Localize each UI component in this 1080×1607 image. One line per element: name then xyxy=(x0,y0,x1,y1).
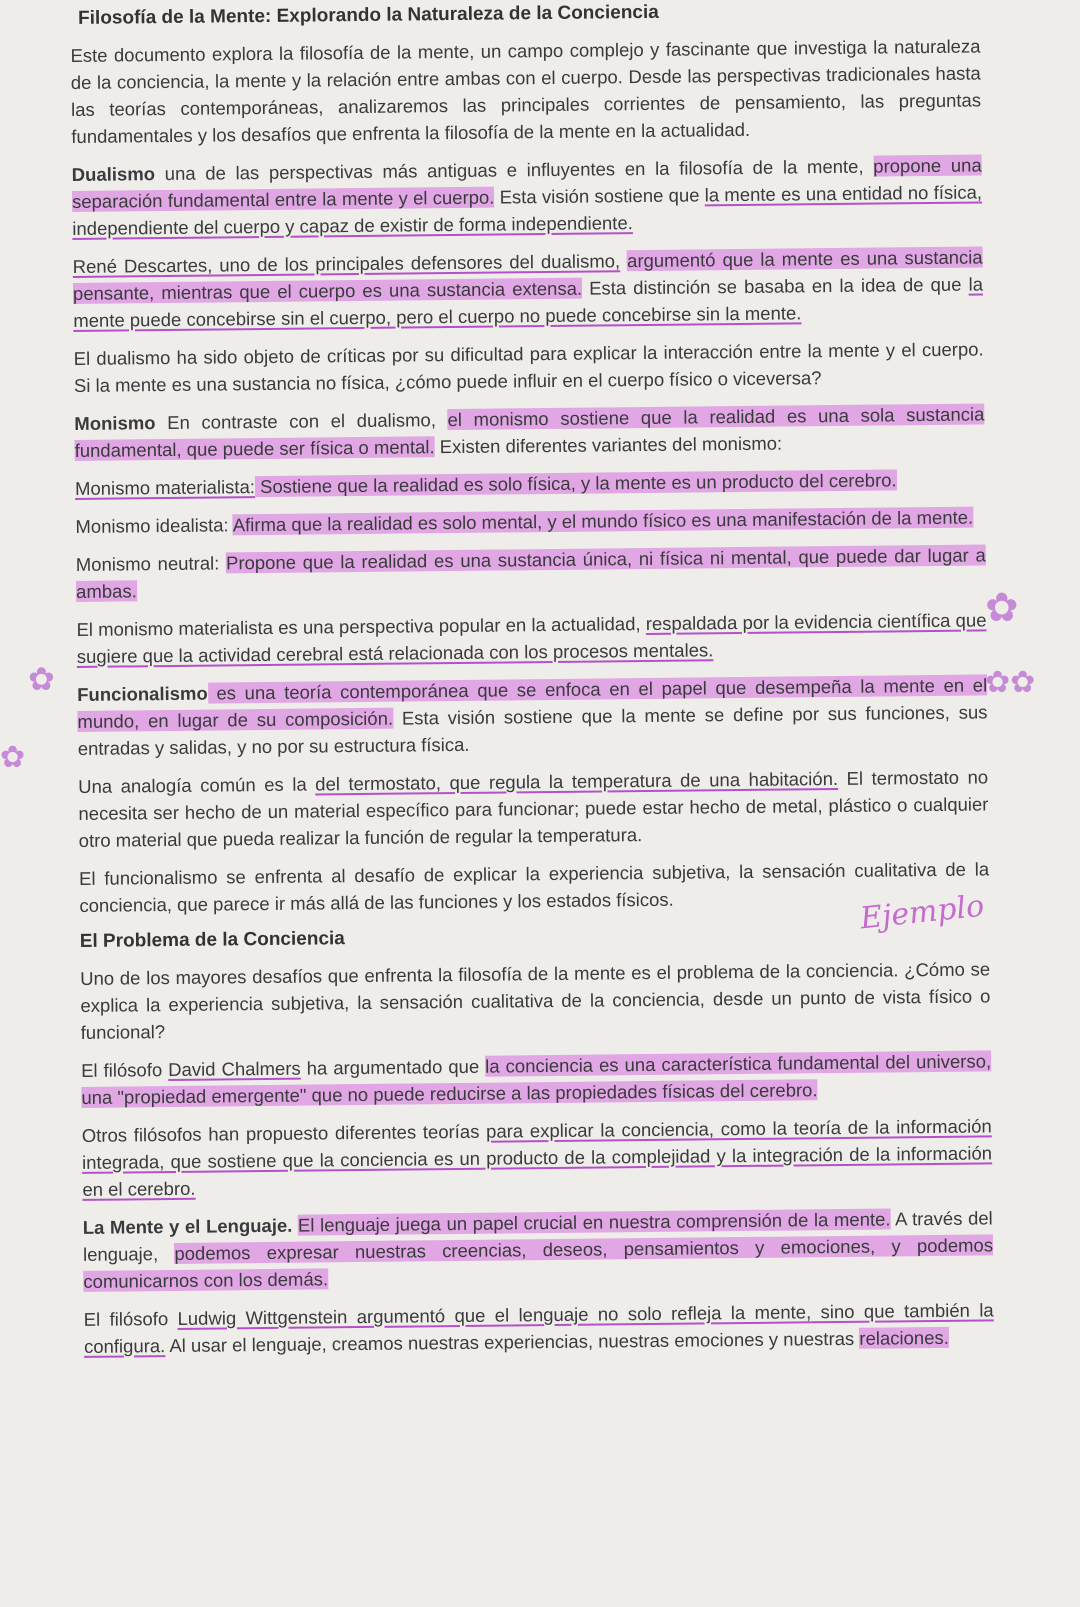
underlined-text: David Chalmers xyxy=(168,1057,301,1081)
paragraph xyxy=(72,151,983,242)
flower-doodle-icon: ✿ xyxy=(28,661,55,697)
handwritten-note: Ejemplo xyxy=(858,888,986,937)
paragraph xyxy=(75,465,985,502)
highlighted-text: propone una separación fundamental entre la mente y el cuerpo. xyxy=(71,154,982,212)
paragraph xyxy=(76,541,987,605)
underlined-text: René Descartes, uno de los principales defensores del dualismo, xyxy=(72,250,621,277)
text-segment: Una analogía común es la xyxy=(78,773,316,797)
paragraph xyxy=(75,503,985,540)
highlighted-text: Propone que la realidad es una sustancia única, ni física ni mental, que puede dar lugar a ambas. xyxy=(76,544,986,602)
text-segment: Monismo idealista: xyxy=(75,514,233,537)
text-segment: El funcionalismo se enfrenta al desafío de explicar la experiencia subjetiva, la sensación cualitativa de la conciencia, que parece ir más allá de las funciones y los estados físicos. xyxy=(79,858,990,916)
highlighted-text: es una teoría contemporánea que se enfoca en el papel que desempeña la mente en el mundo, en lugar de su composición. xyxy=(77,674,988,732)
underlined-text: respaldada por la evidencia científica que sugiere que la actividad cerebral está relacionada con los procesos mentales. xyxy=(76,609,987,667)
paragraph xyxy=(77,671,988,762)
text-segment: El Problema de la Conciencia xyxy=(79,928,345,952)
paragraph xyxy=(80,955,991,1046)
text-segment: El termostato no necesita ser hecho de un material específico para funcionar; puede estar hecho de metal, plástico o cualquier otro material que pueda realizar la función de regular la temperatura. xyxy=(78,766,989,851)
highlighted-text: la conciencia es una característica fundamental del universo, una "propiedad emergente" que no puede reducirse a las propiedades físicas del cerebro. xyxy=(81,1050,992,1108)
text-segment: Otros filósofos han propuesto diferentes teorías xyxy=(81,1120,487,1146)
document-title: Filosofía de la Mente: Explorando la Naturaleza de la Conciencia xyxy=(77,1,659,29)
text-segment: Esta visión sostiene que la mente se define por sus funciones, sus entradas y salidas, y no por su estructura física. xyxy=(77,701,988,759)
text-segment: Esta visión sostiene que xyxy=(494,184,705,208)
text-segment: Uno de los mayores desafíos que enfrenta la filosofía de la mente es el problema de la conciencia. ¿Cómo se explica la experiencia subjetiva, la sensación cualitativa de la conciencia, desde un punto de vista físico o funcional? xyxy=(80,958,991,1043)
text-segment: ha argumentado que xyxy=(300,1055,486,1079)
underlined-text: del termostato, que regula la temperatura de una habitación. xyxy=(315,767,839,795)
paragraph xyxy=(74,335,985,399)
highlighted-text: relaciones. xyxy=(859,1326,949,1349)
text-segment: Esta distinción se basaba en la idea de que xyxy=(581,273,969,299)
text-segment: En contraste con el dualismo, xyxy=(155,409,448,434)
underlined-text: sino que también la configura. xyxy=(83,1299,994,1357)
bold-term: Dualismo xyxy=(71,163,156,185)
text-segment: Existen diferentes variantes del monismo: xyxy=(434,432,783,458)
underlined-text: la mente puede concebirse sin el cuerpo, pero el cuerpo no puede concebirse sin la mente. xyxy=(73,273,984,331)
text-segment: A través del lenguaje, xyxy=(82,1207,993,1265)
bold-term: Funcionalismo xyxy=(77,682,208,705)
underlined-text: Monismo materialista: xyxy=(74,476,256,499)
highlighted-text: El lenguaje juega un papel crucial en nuestra comprensión de la mente. xyxy=(297,1208,891,1236)
bold-term: Monismo xyxy=(74,412,156,434)
highlighted-text: podemos expresar nuestras creencias, deseos, pensamientos y emociones, y podemos comunicarnos con los demás. xyxy=(83,1234,994,1292)
flower-doodle-icon: ✿ xyxy=(985,586,1019,630)
text-segment: una de las perspectivas más antiguas e influyentes en la filosofía de la mente, xyxy=(154,155,874,185)
paragraph xyxy=(82,1112,993,1203)
section-heading xyxy=(80,921,990,953)
document-body xyxy=(70,32,994,1359)
highlighted-text: Afirma que la realidad es solo mental, y el mundo físico es una manifestación de la mente. xyxy=(232,506,974,536)
text-segment: Al usar el lenguaje, creamos nuestras experiencias, nuestras emociones y nuestras xyxy=(165,1327,860,1357)
underlined-text: la mente es una entidad no física, independiente del cuerpo y capaz de existir de forma independiente. xyxy=(72,181,983,239)
flower-doodle-icon: ✿✿ xyxy=(985,666,1036,699)
underlined-text: Ludwig Wittgenstein argumentó que el lenguaje no solo refleja la mente, xyxy=(177,1301,812,1329)
text-segment: El dualismo ha sido objeto de críticas por su dificultad para explicar la interacción entre la mente y el cuerpo. Si la mente es una sustancia no física, ¿cómo puede influir en el cuerpo físico o viceversa? xyxy=(73,338,984,396)
paragraph xyxy=(74,400,985,464)
paragraph xyxy=(81,1047,992,1111)
underlined-text: para explicar la conciencia, como la teoría de la información integrada, que sostiene que la conciencia es un producto de la complejidad y la integración de la información en el cerebro. xyxy=(81,1115,993,1200)
text-segment: El monismo materialista es una perspectiva popular en la actualidad, xyxy=(76,613,646,640)
highlighted-text: el monismo sostiene que la realidad es una sola sustancia fundamental, que puede ser física o mental. xyxy=(74,403,985,461)
text-segment: Monismo neutral: xyxy=(75,552,227,575)
text-segment: El filósofo xyxy=(83,1307,178,1330)
flower-doodle-icon: ✿ xyxy=(0,741,26,774)
paragraph xyxy=(73,243,984,334)
paragraph xyxy=(70,32,981,150)
paragraph xyxy=(78,763,989,854)
paragraph xyxy=(84,1296,995,1360)
paragraph xyxy=(79,855,990,919)
text-segment: Este documento explora la filosofía de la mente, un campo complejo y fascinante que investiga la naturaleza de la conciencia, la mente y la relación entre ambas con el cuerpo. Desde las perspectivas tradicionales hasta las teorías contemporáneas, analizaremos las principales corrientes de pensamiento, las preguntas fundamentales y los desafíos que enfrenta la filosofía de la mente en la actualidad. xyxy=(70,35,982,147)
highlighted-text: argumentó que la mente es una sustancia pensante, mientras que el cuerpo es una sustancia extensa. xyxy=(72,246,983,304)
paragraph xyxy=(83,1204,994,1295)
bold-term: La Mente y el Lenguaje. xyxy=(82,1214,293,1238)
text-segment: El filósofo xyxy=(81,1059,169,1081)
paragraph xyxy=(76,606,987,670)
document-page xyxy=(70,0,994,1371)
highlighted-text: Sostiene que la realidad es solo física, y la mente es un producto del cerebro. xyxy=(254,469,897,498)
